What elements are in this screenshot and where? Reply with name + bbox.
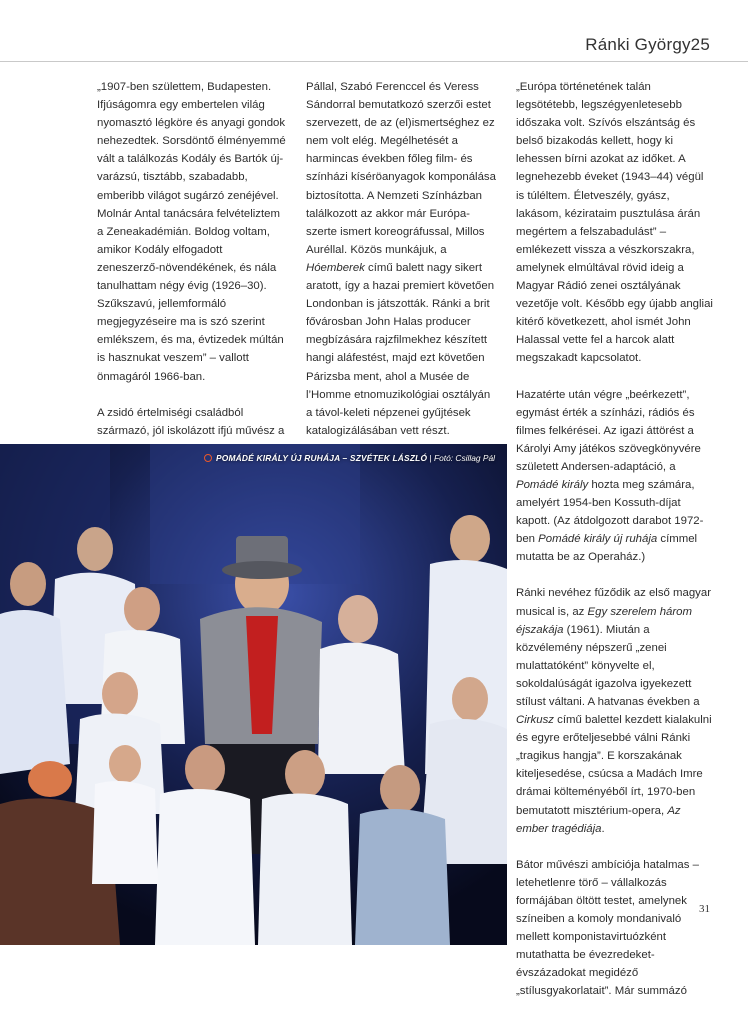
page-number: 31 bbox=[699, 903, 710, 915]
title-italic: Pomádé király új ruhája bbox=[538, 533, 658, 546]
text-run: címmel mutatta be az Operaház.) bbox=[516, 533, 698, 564]
text-run: . bbox=[601, 822, 605, 835]
running-header: Ránki György25 bbox=[585, 35, 710, 54]
photo-credit: Fotó: Csillag Pál bbox=[434, 453, 495, 463]
title-italic: Pomádé király bbox=[516, 478, 589, 491]
text-run: Ránki nevéhez fűződik az első magyar musical is, az bbox=[516, 587, 712, 618]
photo-caption bbox=[204, 453, 495, 463]
caption-separator: | bbox=[429, 453, 432, 463]
text-run: Hazatérte után végre „beérkezett”, egymást érték a színházi, rádiós és filmes felkérései. Az igazi áttörést a Károlyi Amy játékos szövegkönyvére született Andersen-adaptáció, a bbox=[516, 388, 701, 473]
paragraph: A zsidó értelmiségi családból származó, jól iskolázott ifjú művész a bbox=[97, 406, 285, 437]
text-column-3 bbox=[516, 78, 714, 1019]
paragraph: Bátor művészi ambíciója hatalmas – letehetlenre törő – vállalkozás formájában öltött testet, amelynek színeiben a komoly mondanivaló mellett komponistavirtuózként mutathatta be évezredeket-évszázadokat megidéző „stílusgyakorlatait”. Már summázó bbox=[516, 858, 699, 998]
title-italic: Cirkusz bbox=[516, 714, 554, 727]
paragraph bbox=[306, 78, 499, 476]
caption-title: POMÁDÉ KIRÁLY ÚJ RUHÁJA – SZVÉTEK LÁSZLÓ bbox=[215, 453, 428, 463]
paragraph: „Európa történetének talán legsötétebb, legszégyenletesebb időszaka volt. Szívós elszántság és belső bizakodás kellett, hogy ki lehessen bírni azokat az időket. A legnehezebb éveket (1943–44) végül is túléltem. Életveszély, gyász, lakásom, kézirataim pusztulása árán megértem a felszabadulást” – emlékezett vissza a vészkorszakra, amelynek elmúltával rövid ideig a Magyar Rádió zenei osztályának vezetője volt. Később egy újabb angliai kitérő következett, ahol ismét John Halassal vette fel a harcok alatt megszakadt kapcsolatot. bbox=[516, 81, 713, 365]
text-run: című balettel kezdett kialakulni és egyre erőteljesebbé válni Ránki „tragikus hangja”. E korszakának kiteljesedése, csúcsa a Madách Imre drámai költeményéből írt, 1970-ben bemutatott misztérium-opera, bbox=[516, 714, 712, 817]
title-italic: Hóemberek bbox=[306, 261, 365, 274]
title-italic: Egy szerelem három éjszakája bbox=[516, 605, 692, 636]
text-run: hozta meg számára, amelyért 1954-ben Kossuth-díjat kapott. (Az átdolgozott darabot 1972-ben bbox=[516, 478, 704, 546]
text-column-2 bbox=[306, 78, 499, 494]
paragraph bbox=[516, 386, 714, 567]
text-run: Pállal, Szabó Ferenccel és Veress Sándorral bemutatkozó szerzői estet szervezett, de az (el)ismertséghez ez nem volt elég. Megélhetését a harmincas években főleg film- és színházi kíséröanyagok komponálása biztosította. A Nemzeti Színházban találkozott az akkor már Európa-szerte ismert koreográfussal, Millos Auréllal. Közös munkájuk, a bbox=[306, 81, 496, 256]
paragraph: „1907-ben születtem, Budapesten. Ifjúságomra egy embertelen világ nyomasztó légköre és anyagi gondok nehezedtek. Sorsdöntő élményemmé vált a találkozás Kodály és Bartók új-varázsú, tisztább, szabadabb, emberibb világot sugárzó zenéjével. Molnár Antal tanácsára felvételiztem a Zeneakadémián. Boldog voltam, amikor Kodály elfogadott zeneszerző-növendékének, és nála tanulhattam négy évig (1926–30). Szűkszavú, jellemformáló megjegyzéseire ma is szó szerint emlékszem, és ma, évtizedek múltán is hasznukat veszem” – vallott önmagáról 1966-ban. bbox=[97, 81, 286, 383]
paragraph bbox=[516, 584, 714, 837]
text-run: című balett nagy sikert aratott, így a hazai premiert követően Londonban is játszották. Ránki a brit fővárosban John Halas producer megbízására rajzfilmekhez készített hangi aláfestést, majd ezt követően Párizsba ment, ahol a Musée de l’Homme etnomuzikológiai osztályán a távol-keleti népzenei gyűjtések katalogizálásában vett részt. bbox=[306, 261, 495, 437]
caption-bullet-icon bbox=[204, 454, 212, 462]
text-run: (1961). Miután a közvélemény népszerű „zenei mulattatóként” könyvelte el, sokoldalúságát igazolva igyekezett stílust váltani. A hatvanas években a bbox=[516, 623, 700, 708]
header-divider bbox=[0, 61, 748, 62]
title-italic: Az ember tragédiája bbox=[516, 804, 681, 835]
stage-photo bbox=[0, 444, 507, 945]
stage-photo-illustration bbox=[0, 444, 507, 945]
